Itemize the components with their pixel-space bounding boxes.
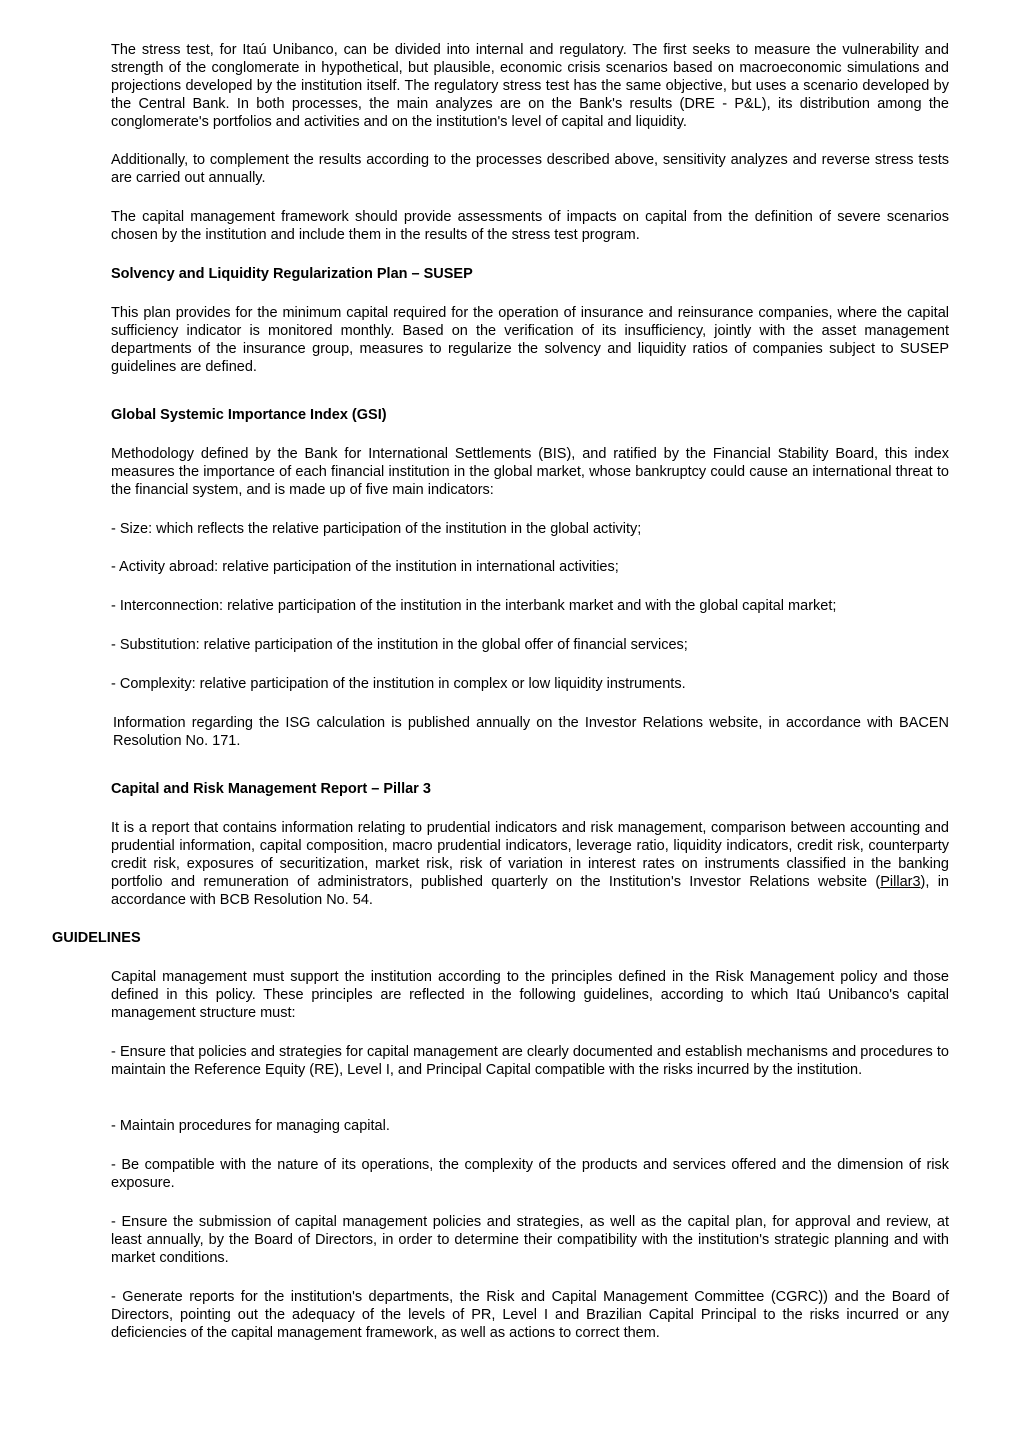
stress-test-paragraph: The stress test, for Itaú Unibanco, can be divided into internal and regulatory. The first seeks to measure the vulnerability and strength of the conglomerate in hypothetical, but plausible, economic crisis scenarios based on macroeconomic simulations and projections developed by the institution itself. The regulatory stress test has the same objective, but uses a scenario developed by the Central Bank. In both processes, the main analyzes are on the Bank's results (DRE - P&L), its distribution among the conglomerate's portfolios and activities and on the institution's level of capital and liquidity. <box>111 42 949 130</box>
guideline-item: - Maintain procedures for managing capital. <box>111 1118 390 1134</box>
pillar3-text-end: ), in accordance with BCB Resolution No. 54. <box>111 874 949 908</box>
capital-framework-paragraph: The capital management framework should provide assessments of impacts on capital from the definition of severe scenarios chosen by the institution and include them in the results of the stress test program. <box>111 209 949 243</box>
isg-info-paragraph: Information regarding the ISG calculation is published annually on the Investor Relations website, in accordance with BACEN Resolution No. 171. <box>113 715 949 749</box>
gsi-indicator-item: - Interconnection: relative participation of the institution in the interbank market and with the global capital market; <box>111 598 837 614</box>
guideline-item: - Be compatible with the nature of its operations, the complexity of the products and services offered and the dimension of risk exposure. <box>111 1157 949 1191</box>
guideline-item: - Ensure the submission of capital management policies and strategies, as well as the capital plan, for approval and review, at least annually, by the Board of Directors, in order to determine their compatibility with the institution's strategic planning and with market conditions. <box>111 1214 949 1266</box>
gsi-paragraph: Methodology defined by the Bank for International Settlements (BIS), and ratified by the Financial Stability Board, this index measures the importance of each financial institution in the global market, whose bankruptcy could cause an international threat to the financial system, and is made up of five main indicators: <box>111 446 949 498</box>
pillar3-paragraph <box>111 819 949 909</box>
pillar3-heading: Capital and Risk Management Report – Pillar 3 <box>111 781 431 797</box>
susep-heading: Solvency and Liquidity Regularization Plan – SUSEP <box>111 266 473 282</box>
pillar3-text-start: It is a report that contains information relating to prudential indicators and risk management, comparison between accounting and prudential information, capital composition, macro prudential indicators, leverage ratio, liquidity indicators, credit risk, counterparty credit risk, exposures of securitization, market risk, risk of variation in interest rates on instruments classified in the banking portfolio and remuneration of administrators, published quarterly on the Institution's Investor Relations website ( <box>111 820 949 890</box>
guidelines-title: GUIDELINES <box>52 930 141 946</box>
guidelines-intro-paragraph: Capital management must support the institution according to the principles defined in the Risk Management policy and those defined in this policy. These principles are reflected in the following guidelines, according to which Itaú Unibanco's capital management structure must: <box>111 969 949 1021</box>
susep-paragraph: This plan provides for the minimum capital required for the operation of insurance and reinsurance companies, where the capital sufficiency indicator is monitored monthly. Based on the verification of its insufficiency, jointly with the asset management departments of the insurance group, measures to regularize the solvency and liquidity ratios of companies subject to SUSEP guidelines are defined. <box>111 305 949 375</box>
pillar3-link[interactable]: Pillar3 <box>880 874 921 890</box>
gsi-indicator-item: - Activity abroad: relative participation of the institution in international activities; <box>111 559 619 575</box>
sensitivity-paragraph: Additionally, to complement the results according to the processes described above, sensitivity analyzes and reverse stress tests are carried out annually. <box>111 152 949 186</box>
guideline-item: - Generate reports for the institution's departments, the Risk and Capital Management Committee (CGRC)) and the Board of Directors, pointing out the adequacy of the levels of PR, Level I and Brazilian Capital Principal to the risks incurred or any deficiencies of the capital management framework, as well as actions to correct them. <box>111 1289 949 1341</box>
gsi-indicator-item: - Substitution: relative participation of the institution in the global offer of financial services; <box>111 637 688 653</box>
guideline-item: - Ensure that policies and strategies for capital management are clearly documented and establish mechanisms and procedures to maintain the Reference Equity (RE), Level I, and Principal Capital compatible with the risks incurred by the institution. <box>111 1044 949 1078</box>
gsi-indicator-item: - Size: which reflects the relative participation of the institution in the global activity; <box>111 521 642 537</box>
gsi-indicator-item: - Complexity: relative participation of the institution in complex or low liquidity instruments. <box>111 676 686 692</box>
gsi-heading: Global Systemic Importance Index (GSI) <box>111 407 387 423</box>
